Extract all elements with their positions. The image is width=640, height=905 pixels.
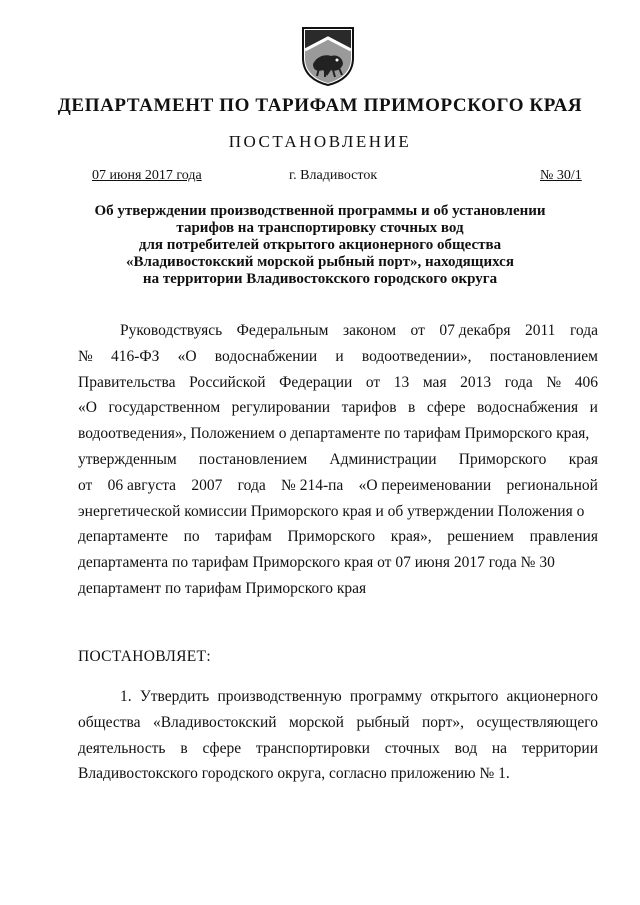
resolves-heading: ПОСТАНОВЛЯЕТ: xyxy=(78,648,211,665)
preamble-paragraph xyxy=(78,318,598,602)
document-date: 07 июня 2017 года xyxy=(92,168,202,183)
text-line: «О государственном регулировании тарифов в сфере водоснабжения и xyxy=(78,399,598,417)
text-line: департаменте по тарифам Приморского края», решением правления xyxy=(78,528,598,546)
text-line: утвержденным постановлением Администрации Приморского края xyxy=(78,450,598,468)
text-line: деятельность в сфере транспортировки сточных вод на территории xyxy=(78,739,598,757)
subject-line: для потребителей открытого акционерного общества xyxy=(138,237,502,253)
coat-of-arms-emblem xyxy=(297,24,359,86)
document-kind: ПОСТАНОВЛЕНИЕ xyxy=(228,132,412,151)
text-line: от 06 августа 2007 года № 214-па «О переименовании региональной xyxy=(78,476,598,494)
document-city: г. Владивосток xyxy=(289,168,378,183)
text-line: № 416-ФЗ «О водоснабжении и водоотведении», постановлением xyxy=(78,347,598,365)
subject-line: тарифов на транспортировку сточных вод xyxy=(176,220,464,236)
text-line: энергетической комиссии Приморского края и об утверждении Положения о xyxy=(78,502,585,520)
document-number: № 30/1 xyxy=(540,168,582,183)
department-title: ДЕПАРТАМЕНТ ПО ТАРИФАМ ПРИМОРСКОГО КРАЯ xyxy=(57,95,583,116)
item-1-paragraph xyxy=(78,684,598,787)
text-line: Владивостокского городского округа, согласно приложению № 1. xyxy=(78,765,510,783)
text-line: департамент по тарифам Приморского края xyxy=(78,579,367,597)
document-subject xyxy=(80,203,560,288)
text-line: департамента по тарифам Приморского края от 07 июня 2017 года № 30 xyxy=(78,554,555,572)
text-line: Правительства Российской Федерации от 13 мая 2013 года № 406 xyxy=(78,373,598,391)
text-line: Руководствуясь Федеральным законом от 07 декабря 2011 года xyxy=(120,322,598,339)
text-line: 1. Утвердить производственную программу открытого акционерного xyxy=(120,688,598,705)
subject-line: на территории Владивостокского городского округа xyxy=(142,271,498,287)
text-line: водоотведения», Положением о департаменте по тарифам Приморского края, xyxy=(78,425,590,443)
text-line: общества «Владивостокский морской рыбный порт», осуществляющего xyxy=(78,713,598,731)
subject-line: Об утверждении производственной программы и об установлении xyxy=(94,203,546,219)
subject-line: «Владивостокский морской рыбный порт», находящихся xyxy=(126,254,514,270)
